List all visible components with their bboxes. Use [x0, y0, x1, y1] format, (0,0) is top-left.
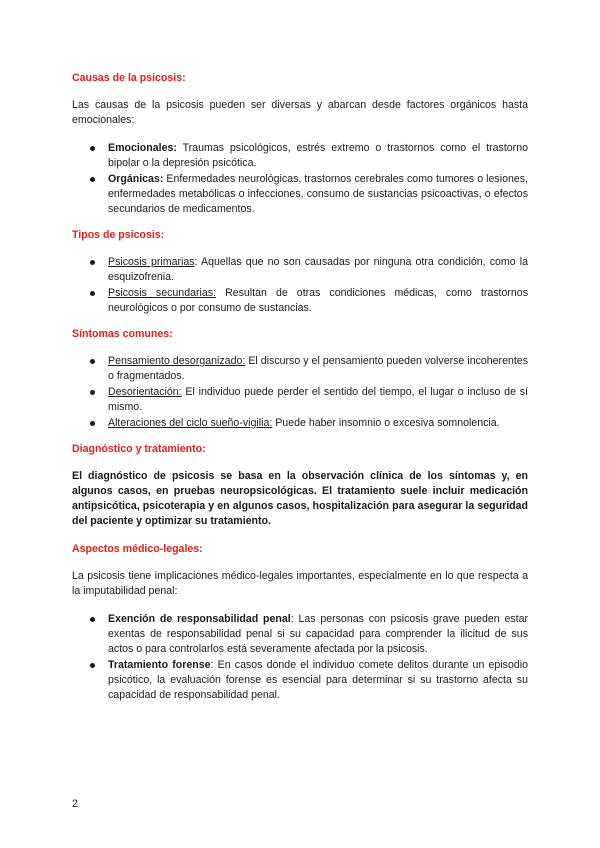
- item-text: : En casos donde el individuo comete delitos durante un episodio psicótico, la evaluación forense es esencial para determinar si su trastorno afecta su capacidad de responsabilidad penal.: [108, 659, 528, 701]
- item-text: Traumas psicológicos, estrés extremo o trastornos como el trastorno bipolar o la depresión psicótica.: [108, 142, 528, 169]
- list-item: [108, 141, 528, 171]
- list-item: [108, 172, 528, 217]
- section-heading-diagnostico: Diagnóstico y tratamiento:: [72, 443, 206, 455]
- item-label: Pensamiento desorganizado:: [108, 355, 246, 367]
- list-causas: [72, 141, 528, 217]
- page-number: 2: [72, 798, 78, 810]
- list-item: [108, 658, 528, 703]
- item-text: Puede haber insomnio o excesiva somnolencia.: [272, 417, 500, 429]
- item-label: Orgánicas:: [108, 173, 164, 185]
- list-item: [108, 416, 528, 431]
- list-item: [108, 286, 528, 316]
- section-heading-causas: Causas de la psicosis:: [72, 72, 186, 84]
- item-text: Enfermedades neurológicas, trastornos cerebrales como tumores o lesiones, enfermedades metabólicas o infecciones, consumo de sustancias psicoactivas, o efectos secundarios de medicamentos.: [108, 173, 528, 215]
- list-item: [108, 385, 528, 415]
- item-label: Tratamiento forense: [108, 659, 211, 671]
- item-label: Psicosis primarias: [108, 256, 195, 268]
- item-label: Psicosis secundarias:: [108, 287, 216, 299]
- list-item: [108, 255, 528, 285]
- section-heading-aspectos: Aspectos médico-legales:: [72, 543, 203, 555]
- item-label: Exención de responsabilidad penal: [108, 613, 291, 625]
- section-paragraph-aspectos: La psicosis tiene implicaciones médico-legales importantes, especialmente en lo que respecta a la imputabilidad penal:: [72, 570, 528, 597]
- section-paragraph-causas: Las causas de la psicosis pueden ser diversas y abarcan desde factores orgánicos hasta emocionales:: [72, 99, 528, 126]
- item-text: El discurso y el pensamiento pueden volverse incoherentes o fragmentados.: [108, 355, 528, 382]
- item-text: : Aquellas que no son causadas por ninguna otra condición, como la esquizofrenia.: [108, 256, 528, 283]
- list-item: [108, 612, 528, 657]
- item-label: Emocionales:: [108, 142, 177, 154]
- item-text: : Las personas con psicosis grave pueden estar exentas de responsabilidad penal si su capacidad para comprender la ilicitud de sus actos o para controlarlos está severamente afectada por la psicosis.: [108, 613, 528, 655]
- list-aspectos: [72, 612, 528, 703]
- list-sintomas: [72, 354, 528, 431]
- item-text: Resultan de otras condiciones médicas, como trastornos neurológicos o por consumo de sustancias.: [108, 287, 528, 314]
- section-heading-sintomas: Síntomas comunes:: [72, 328, 173, 340]
- item-label: Alteraciones del ciclo sueño-vigilia:: [108, 417, 273, 429]
- item-text: El individuo puede perder el sentido del tiempo, el lugar o incluso de sí mismo.: [108, 386, 528, 413]
- list-item: [108, 354, 528, 384]
- section-heading-tipos: Tipos de psicosis:: [72, 229, 165, 241]
- list-tipos: [72, 255, 528, 316]
- item-label: Desorientación:: [108, 386, 182, 398]
- section-paragraph-diagnostico: El diagnóstico de psicosis se basa en la observación clínica de los síntomas y, en algunos casos, en pruebas neuropsicológicas. El tratamiento suele incluir medicación antipsicótica, psicoterapia y en algunos casos, hospitalización para asegurar la seguridad del paciente y optimizar su tratamiento.: [72, 470, 528, 527]
